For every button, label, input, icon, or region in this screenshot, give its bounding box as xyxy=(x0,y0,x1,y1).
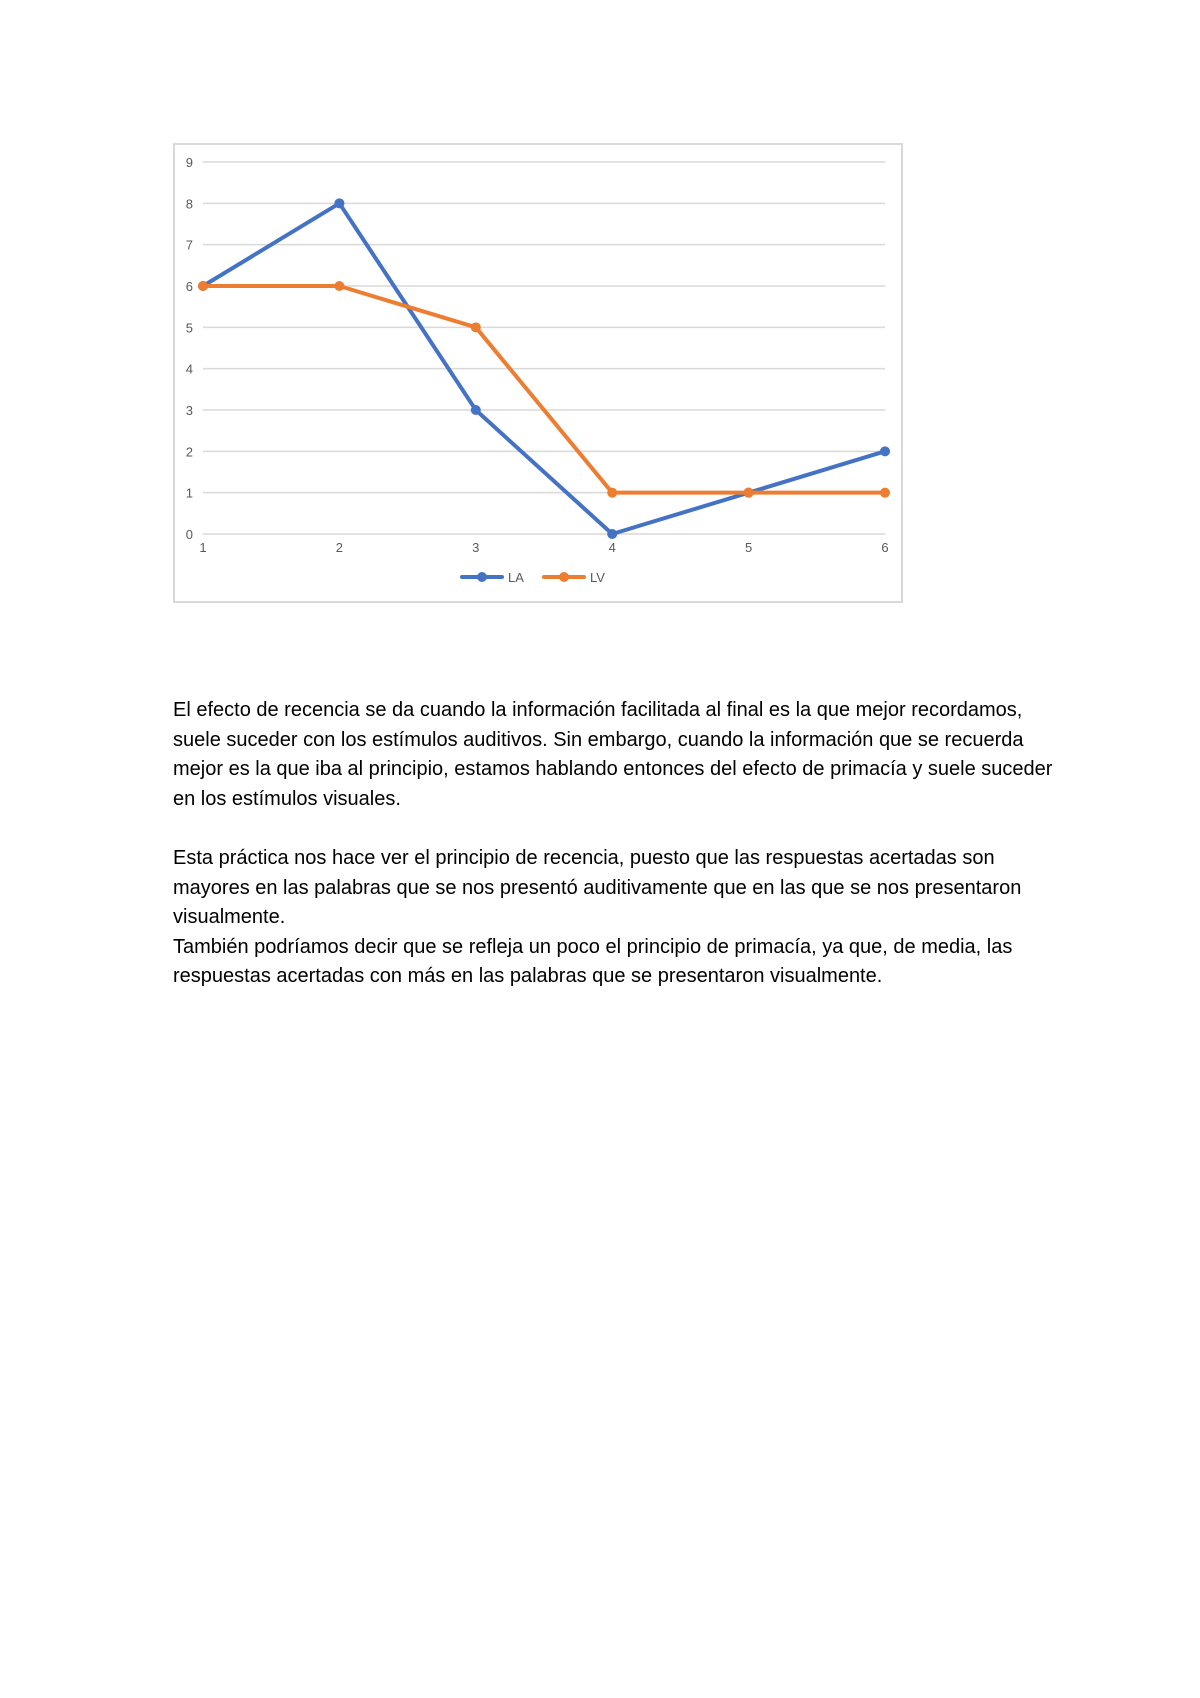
x-tick-label: 4 xyxy=(608,540,616,555)
y-tick-label: 1 xyxy=(185,485,193,501)
paragraph-gap xyxy=(173,814,1053,844)
data-point-lv xyxy=(334,281,344,291)
y-tick-label: 2 xyxy=(185,444,193,460)
y-tick-label: 8 xyxy=(185,196,193,212)
series-line-lv xyxy=(203,286,885,493)
x-tick-label: 2 xyxy=(335,540,344,555)
data-point-lv xyxy=(607,488,617,498)
y-tick-label: 9 xyxy=(185,155,193,170)
data-point-lv xyxy=(198,281,208,291)
data-point-la xyxy=(880,446,890,456)
body-text xyxy=(173,696,1053,992)
chart-svg xyxy=(175,145,901,601)
legend-label-lv: LV xyxy=(590,570,605,585)
data-point-lv xyxy=(880,488,890,498)
y-axis-ticks xyxy=(186,155,193,542)
data-point-la xyxy=(607,529,617,539)
y-tick-label: 3 xyxy=(185,403,193,418)
x-tick-label: 1 xyxy=(199,540,207,555)
paragraph-recency-primacy: El efecto de recencia se da cuando la información facilitada al final es la que mejor recordamos, suele suceder con los estímulos auditivos. Sin embargo, cuando la información que se recuerda mejor es la que iba al principio, estamos hablando entonces del efecto de primacía y suele suceder en los estímulos visuales. xyxy=(173,699,1053,810)
paragraph-practice-primacy: También podríamos decir que se refleja un poco el principio de primacía, ya que, de media, las respuestas acertadas con más en las palabras que se presentaron visualmente. xyxy=(173,935,1013,988)
paragraph-practice-recency: Esta práctica nos hace ver el principio de recencia, puesto que las respuestas acertadas son mayores en las palabras que se nos presentó auditivamente que en las que se nos presentaron visualmente. xyxy=(173,846,1022,929)
chart-legend xyxy=(462,570,605,585)
legend-label-la: LA xyxy=(508,570,524,585)
y-tick-label: 6 xyxy=(185,279,193,294)
data-point-la xyxy=(471,405,481,415)
data-point-lv xyxy=(471,322,481,332)
data-point-lv xyxy=(744,488,754,498)
data-point-la xyxy=(334,198,344,208)
y-tick-label: 5 xyxy=(185,320,193,336)
x-tick-label: 5 xyxy=(744,540,753,555)
y-tick-label: 4 xyxy=(185,361,193,377)
y-tick-label: 0 xyxy=(185,527,193,542)
x-tick-label: 3 xyxy=(472,540,480,555)
legend-marker-lv xyxy=(559,572,569,582)
x-tick-label: 6 xyxy=(881,540,889,555)
x-axis-ticks xyxy=(199,540,888,555)
legend-marker-la xyxy=(477,572,487,582)
gridlines xyxy=(203,162,885,534)
line-chart xyxy=(173,143,903,603)
y-tick-label: 7 xyxy=(185,237,193,253)
